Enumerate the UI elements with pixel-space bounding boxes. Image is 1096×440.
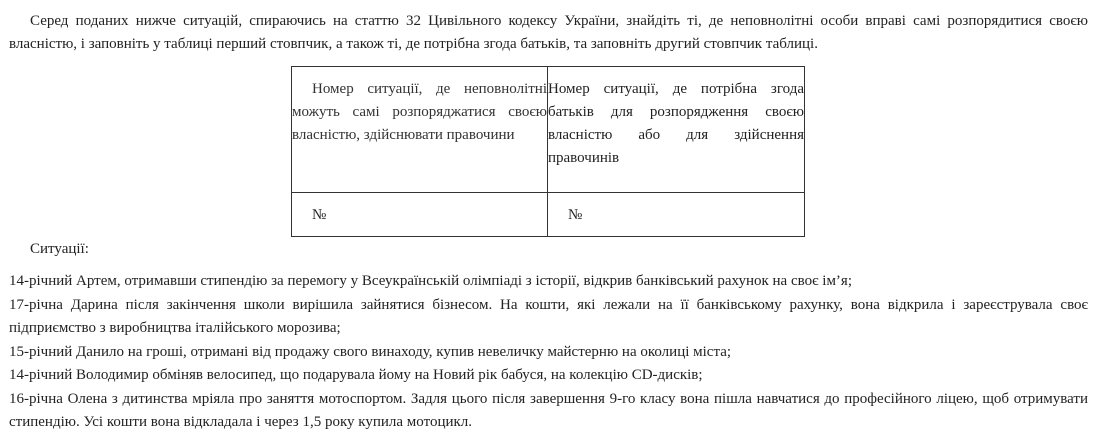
situation-item: 15-річний Данило на гроші, отримані від продажу свого винаходу, купив невеличку майстерню на околиці міста; [9, 343, 732, 360]
answer-cell-parental-consent[interactable] [548, 193, 805, 237]
answer-cell-independent[interactable] [292, 193, 548, 237]
situation-item: 14-річний Артем, отримавши стипендію за перемогу у Всеукраїнській олімпіаді з історії, відкрив банківський рахунок на своє ім’я; [9, 273, 852, 289]
situation-item: 16-річна Олена з дитинства мріяла про заняття мотоспортом. Задля цього після завершення 9-го класу вона пішла навчатися до професійного ліцею, щоб отримувати стипендію. Усі кошти вона відкладала і через 1,5 року купила мотоцикл. [9, 390, 1088, 430]
situations-list [9, 270, 1088, 435]
number-sign-label: № [568, 207, 583, 223]
table-row [292, 193, 805, 237]
situation-item: 17-річна Дарина після закінчення школи вирішила зайнятися бізнесом. На кошти, які лежали на її банківському рахунку, вона відкрила і зареєструвала своє підприємство з виробництва італійського морозива; [9, 296, 1088, 336]
situation-item: 14-річний Володимир обміняв велосипед, що подарувала йому на Новий рік бабуся, на колекцію CD-дисків; [9, 367, 703, 383]
answer-table [291, 66, 805, 237]
table-header-row [292, 67, 805, 193]
situations-heading: Ситуації: [30, 241, 89, 257]
table-header-independent: Номер ситуації, де неповнолітні можуть самі розпоряджатися своєю власністю, здійснювати правочини [292, 67, 548, 193]
number-sign-label: № [312, 207, 327, 223]
table-header-parental-consent: Номер ситуації, де потрібна згода батьків для розпорядження своєю власністю або для здійснення правочинів [548, 67, 805, 193]
intro-paragraph: Серед поданих нижче ситуацій, спираючись на статтю 32 Цивільного кодексу України, знайдіть ті, де неповнолітні особи вправі самі розпорядитися своєю власністю, і заповніть у таблиці перший стовпчик, а також ті, де потрібна згода батьків, та заповніть другий стовпчик таблиці. [9, 13, 1088, 52]
